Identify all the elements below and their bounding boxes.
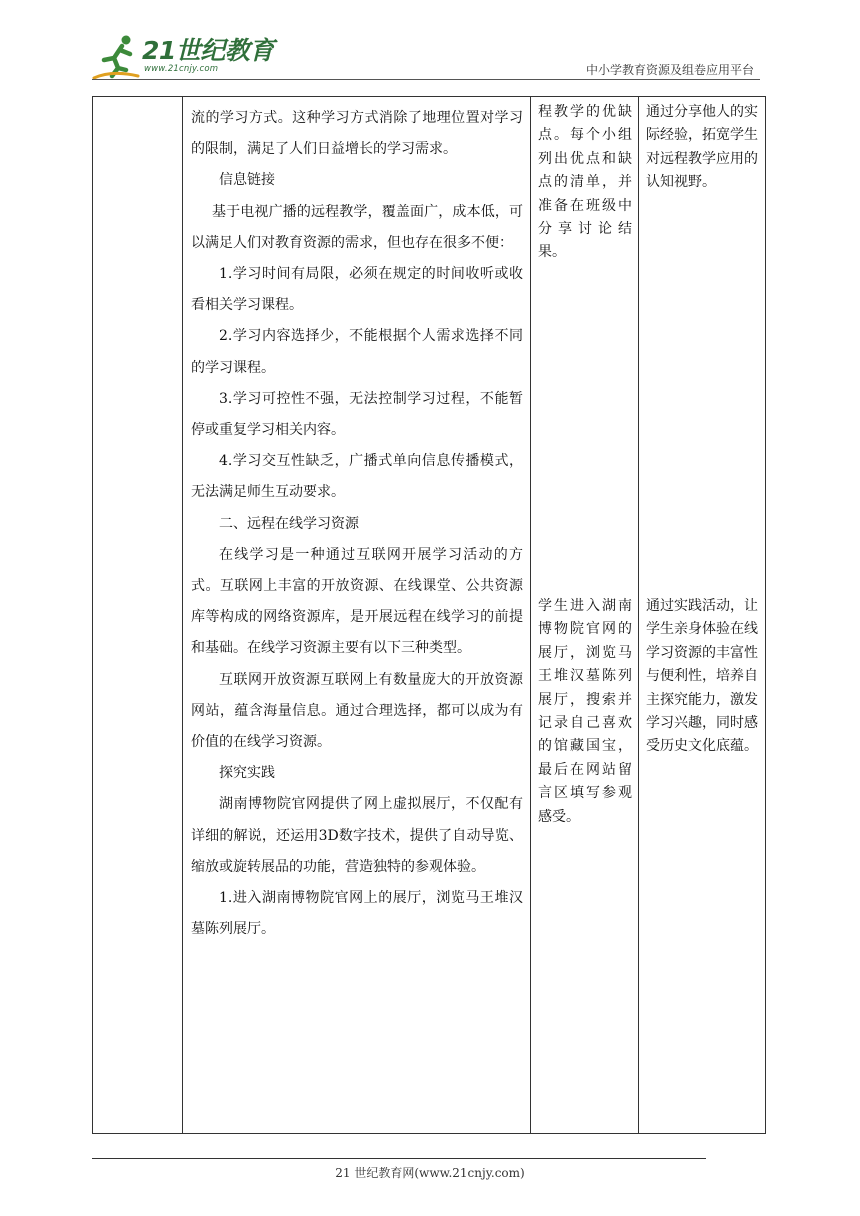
table-column-student-activity: [531, 97, 639, 1133]
table-column-design-intent: [639, 97, 765, 1133]
section-heading: 信息链接: [219, 172, 275, 189]
page-footer: 21 世纪教育网(www.21cnjy.com): [335, 1166, 525, 1180]
logo-url: www.21cnjy.com: [144, 64, 219, 74]
footer-divider: [92, 1158, 706, 1159]
table-column-stage: [93, 97, 183, 1133]
student-activity-text: 程教学的优缺点。每个小组列出优点和缺点的清单，并准备在班级中分享讨论结果。: [538, 104, 632, 261]
list-item: 2.学习内容选择少，不能根据个人需求选择不同的学习课程。: [191, 328, 523, 376]
teaching-content: [191, 103, 523, 945]
design-intent-text: 通过实践活动，让学生亲身体验在线学习资源的丰富性与便利性，培养自主探究能力，激发学习兴趣，同时感受历史文化底蕴。: [646, 598, 758, 755]
list-item: 1.进入湖南博物院官网上的展厅，浏览马王堆汉墓陈列展厅。: [191, 890, 523, 938]
header-divider: [92, 79, 760, 80]
content-paragraph: 互联网开放资源互联网上有数量庞大的开放资源网站，蕴含海量信息。通过合理选择，都可以成为有价值的在线学习资源。: [191, 671, 523, 751]
content-paragraph: 在线学习是一种通过互联网开展学习活动的方式。互联网上丰富的开放资源、在线课堂、公共资源库等构成的网络资源库，是开展远程在线学习的前提和基础。在线学习资源主要有以下三种类型。: [191, 546, 523, 657]
content-paragraph: 湖南博物院官网提供了网上虚拟展厅，不仅配有详细的解说，还运用3D数字技术，提供了自动导览、缩放或旋转展品的功能，营造独特的参观体验。: [191, 796, 523, 875]
table-column-content: [183, 97, 531, 1133]
lesson-table: [92, 96, 766, 1134]
section-heading: 二、远程在线学习资源: [219, 515, 359, 532]
design-intent-text: 通过分享他人的实际经验，拓宽学生对远程教学应用的认知视野。: [646, 104, 758, 191]
student-activity-text: 学生进入湖南博物院官网的展厅，浏览马王堆汉墓陈列展厅，搜索并记录自己喜欢的馆藏国宝，最后在网站留言区填写参观感受。: [538, 598, 632, 825]
site-logo[interactable]: [92, 34, 274, 80]
running-figure-icon: [92, 34, 140, 80]
page-header: [92, 34, 760, 80]
section-heading: 探究实践: [219, 765, 275, 782]
platform-title: 中小学教育资源及组卷应用平台: [585, 63, 754, 77]
list-item: 1.学习时间有局限，必须在规定的时间收听或收看相关学习课程。: [191, 266, 523, 314]
logo-text: 21世纪教育: [142, 36, 274, 65]
content-paragraph: 基于电视广播的远程教学，覆盖面广，成本低，可以满足人们对教育资源的需求，但也存在很多不便：: [191, 203, 523, 251]
list-item: 3.学习可控性不强，无法控制学习过程，不能暂停或重复学习相关内容。: [191, 390, 523, 439]
content-paragraph: 流的学习方式。这种学习方式消除了地理位置对学习的限制，满足了人们日益增长的学习需求。: [191, 110, 523, 158]
list-item: 4.学习交互性缺乏，广播式单向信息传播模式，无法满足师生互动要求。: [191, 453, 523, 501]
